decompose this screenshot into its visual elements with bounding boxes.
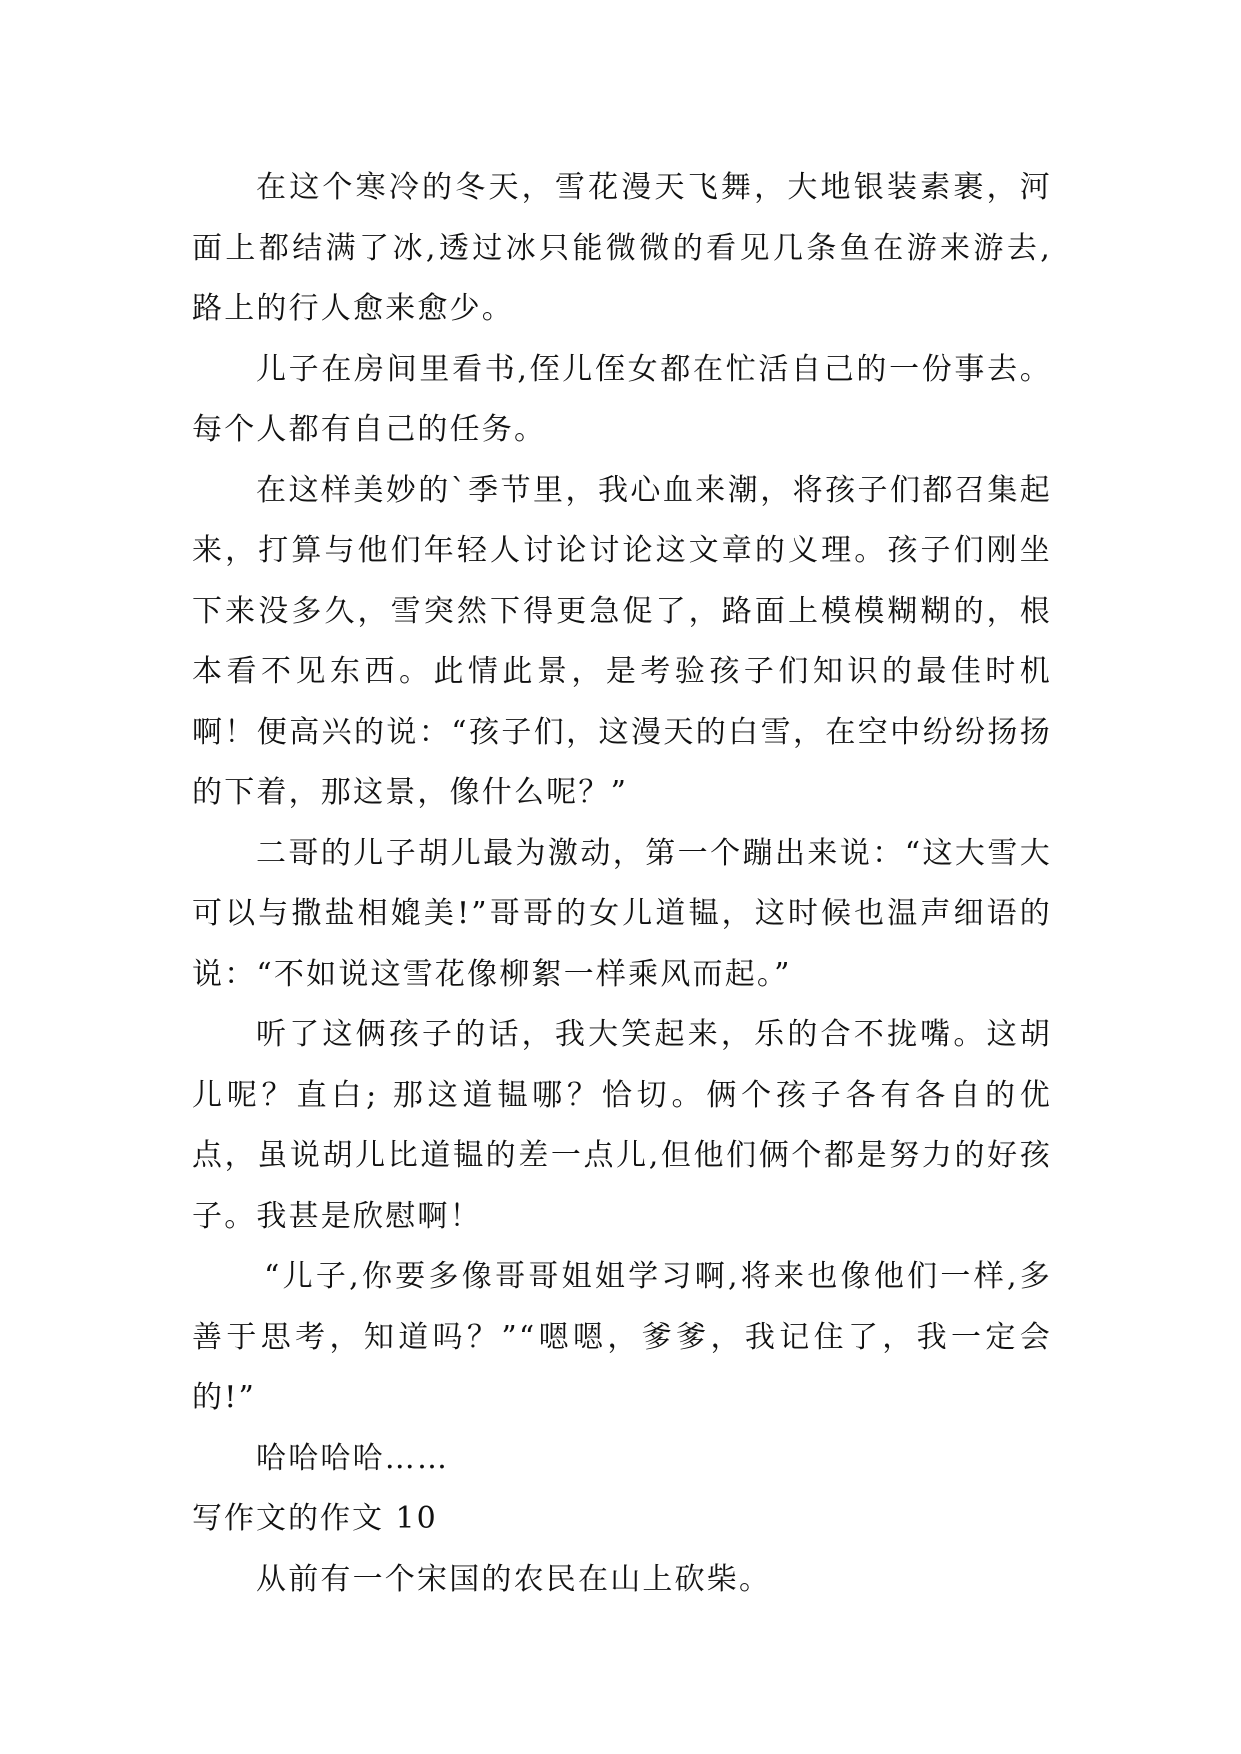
paragraph-song-farmer: 从前有一个宋国的农民在山上砍柴。 bbox=[256, 1561, 772, 1597]
paragraph-laughing-comment: 听了这俩孩子的话，我大笑起来，乐的合不拢嘴。这胡儿呢？直白; 那这道韫哪？恰切。俩个孩子各有各自的优点，虽说胡儿比道韫的差一点儿,但他们俩个都是努力的好孩子。我甚是欣慰啊！ bbox=[192, 1017, 1052, 1234]
paragraph-laughter: 哈哈哈哈…… bbox=[256, 1440, 450, 1476]
paragraph-gathering-children: 在这样美妙的`季节里，我心血来潮，将孩子们都召集起来，打算与他们年轻人讨论讨论这文章的义理。孩子们刚坐下来没多久，雪突然下得更急促了，路面上模模糊糊的，根本看不见东西。此情此景，是考验孩子们知识的最佳时机啊！便高兴的说：“孩子们，这漫天的白雪，在空中纷纷扬扬的下着，那这景，像什么呢？” bbox=[192, 472, 1052, 810]
paragraph-dialogue: “儿子,你要多像哥哥姐姐学习啊,将来也像他们一样,多善于思考，知道吗？”“嗯嗯，爹爹，我记住了，我一定会的!” bbox=[192, 1259, 1052, 1415]
paragraph-son-reading: 儿子在房间里看书,侄儿侄女都在忙活自己的一份事去。每个人都有自己的任务。 bbox=[192, 351, 1052, 447]
paragraph-children-answers: 二哥的儿子胡儿最为激动，第一个蹦出来说：“这大雪大可以与撒盐相媲美!”哥哥的女儿道韫，这时候也温声细语的说：“不如说这雪花像柳絮一样乘风而起。” bbox=[192, 835, 1052, 992]
paragraph-winter-scene: 在这个寒冷的冬天，雪花漫天飞舞，大地银装素裹，河面上都结满了冰,透过冰只能微微的看见几条鱼在游来游去,路上的行人愈来愈少。 bbox=[192, 170, 1052, 326]
section-heading: 写作文的作文 10 bbox=[192, 1501, 438, 1536]
document-body bbox=[192, 158, 1052, 1610]
